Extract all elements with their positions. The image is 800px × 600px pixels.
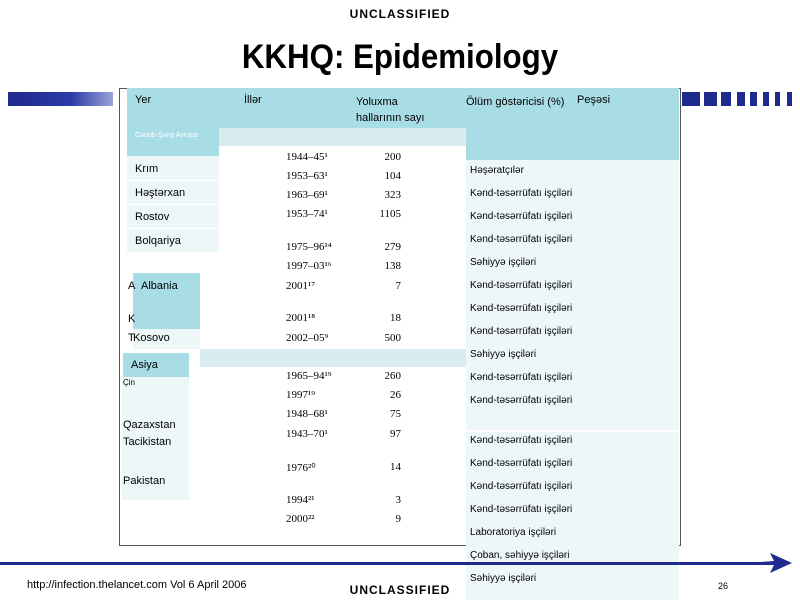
region-k-fragment: K bbox=[128, 313, 136, 325]
section-europe-label: Cənub-Şərqi Avropa bbox=[135, 132, 198, 139]
row-years: 1943–70¹ bbox=[286, 428, 328, 440]
region-a-fragment: A bbox=[128, 280, 136, 292]
region-rostov: Rostov bbox=[135, 211, 170, 223]
section-asia-row bbox=[200, 349, 466, 367]
row-years: 1965–94¹⁹ bbox=[286, 370, 332, 382]
row-cases: 200 bbox=[384, 151, 401, 163]
section-asia-label: Asiya bbox=[131, 359, 158, 371]
row-profession: Kənd-təsərrüfatı işçiləri bbox=[470, 188, 573, 199]
region-kosovo: Kosovo bbox=[133, 332, 170, 344]
row-cases: 260 bbox=[384, 370, 401, 382]
row-cases: 7 bbox=[395, 280, 401, 292]
row-cases: 3 bbox=[395, 494, 401, 506]
row-years: 1944–45¹ bbox=[286, 151, 328, 163]
row-profession: Kənd-təsərrüfatı işçiləri bbox=[470, 504, 573, 515]
row-profession: Kənd-təsərrüfatı işçiləri bbox=[470, 303, 573, 314]
row-profession: Kənd-təsərrüfatı işçiləri bbox=[470, 435, 573, 446]
row-profession: Kənd-təsərrüfatı işçiləri bbox=[470, 395, 573, 406]
header-region: Yer bbox=[135, 94, 152, 106]
row-cases: 14 bbox=[390, 461, 401, 473]
row-years: 2002–05⁹ bbox=[286, 332, 329, 344]
row-profession: Kənd-təsərrüfatı işçiləri bbox=[470, 326, 573, 337]
row-years: 1997–03¹⁶ bbox=[286, 260, 332, 272]
row-cases: 1105 bbox=[379, 208, 401, 220]
region-kazakhstan: Qazaxstan bbox=[123, 419, 176, 431]
footer-citation: http://infection.thelancet.com Vol 6 April 2006 bbox=[27, 579, 247, 591]
row-years: 1976²⁰ bbox=[286, 462, 316, 474]
row-profession: Kənd-təsərrüfatı işçiləri bbox=[470, 458, 573, 469]
row-profession: Kənd-təsərrüfatı işçiləri bbox=[470, 234, 573, 245]
row-cases: 18 bbox=[390, 312, 401, 324]
classification-banner-top: UNCLASSIFIED bbox=[349, 7, 451, 21]
region-bulgaria: Bolqariya bbox=[135, 235, 181, 247]
row-profession: Kənd-təsərrüfatı işçiləri bbox=[470, 280, 573, 291]
region-t-fragment: T bbox=[128, 332, 135, 344]
region-albania: Albania bbox=[141, 280, 178, 292]
row-cases: 26 bbox=[390, 389, 401, 401]
row-years: 1994²¹ bbox=[286, 494, 315, 506]
row-cases: 323 bbox=[384, 189, 401, 201]
row-years: 2000²² bbox=[286, 513, 315, 525]
row-years: 1948–68¹ bbox=[286, 408, 328, 420]
row-profession: Kənd-təsərrüfatı işçiləri bbox=[470, 372, 573, 383]
header-mortality: Ölüm göstəricisi (%) bbox=[466, 96, 565, 108]
row-cases: 75 bbox=[390, 408, 401, 420]
row-cases: 138 bbox=[384, 260, 401, 272]
row-profession: Həşəratçılər bbox=[470, 165, 524, 176]
row-profession: Kənd-təsərrüfatı işçiləri bbox=[470, 481, 573, 492]
row-years: 1975–96¹⁴ bbox=[286, 241, 332, 253]
page-number: 26 bbox=[718, 581, 729, 591]
row-years: 1963–69¹ bbox=[286, 189, 328, 201]
row-profession: Laboratoriya işçiləri bbox=[470, 527, 557, 538]
row-cases: 104 bbox=[384, 170, 401, 182]
row-cases: 500 bbox=[384, 332, 401, 344]
row-profession: Çoban, səhiyyə işçiləri bbox=[470, 550, 570, 561]
profession-column-bg bbox=[466, 160, 679, 430]
row-profession: Səhiyyə işçiləri bbox=[470, 349, 537, 360]
row-years: 1953–74¹ bbox=[286, 208, 328, 220]
footer-divider bbox=[0, 562, 770, 565]
row-years: 1953–63¹ bbox=[286, 170, 328, 182]
row-years: 2001¹⁷ bbox=[286, 280, 316, 292]
arrow-icon bbox=[748, 553, 792, 575]
header-profession: Peşəsi bbox=[577, 94, 611, 106]
row-years: 1997¹⁹ bbox=[286, 389, 316, 401]
header-years: İllər bbox=[244, 94, 262, 106]
region-tajikistan: Tacikistan bbox=[123, 436, 172, 448]
region-china: Çin bbox=[123, 378, 136, 387]
row-profession: Səhiyyə işçiləri bbox=[470, 573, 537, 584]
row-profession: Kənd-təsərrüfatı işçiləri bbox=[470, 211, 573, 222]
row-profession: Səhiyyə işçiləri bbox=[470, 257, 537, 268]
row-cases: 97 bbox=[390, 428, 401, 440]
classification-banner-bottom: UNCLASSIFIED bbox=[349, 583, 451, 597]
region-astrakhan: Həştərxan bbox=[135, 187, 186, 199]
slide-title: KKHQ: Epidemiology bbox=[241, 38, 559, 76]
header-extension bbox=[466, 128, 679, 160]
region-crimea: Krım bbox=[135, 163, 159, 175]
row-cases: 279 bbox=[384, 241, 401, 253]
header-cases: Yoluxma hallarının sayı bbox=[356, 96, 425, 124]
row-years: 2001¹⁸ bbox=[286, 312, 316, 324]
row-cases: 9 bbox=[395, 513, 401, 525]
region-pakistan: Pakistan bbox=[123, 475, 166, 487]
